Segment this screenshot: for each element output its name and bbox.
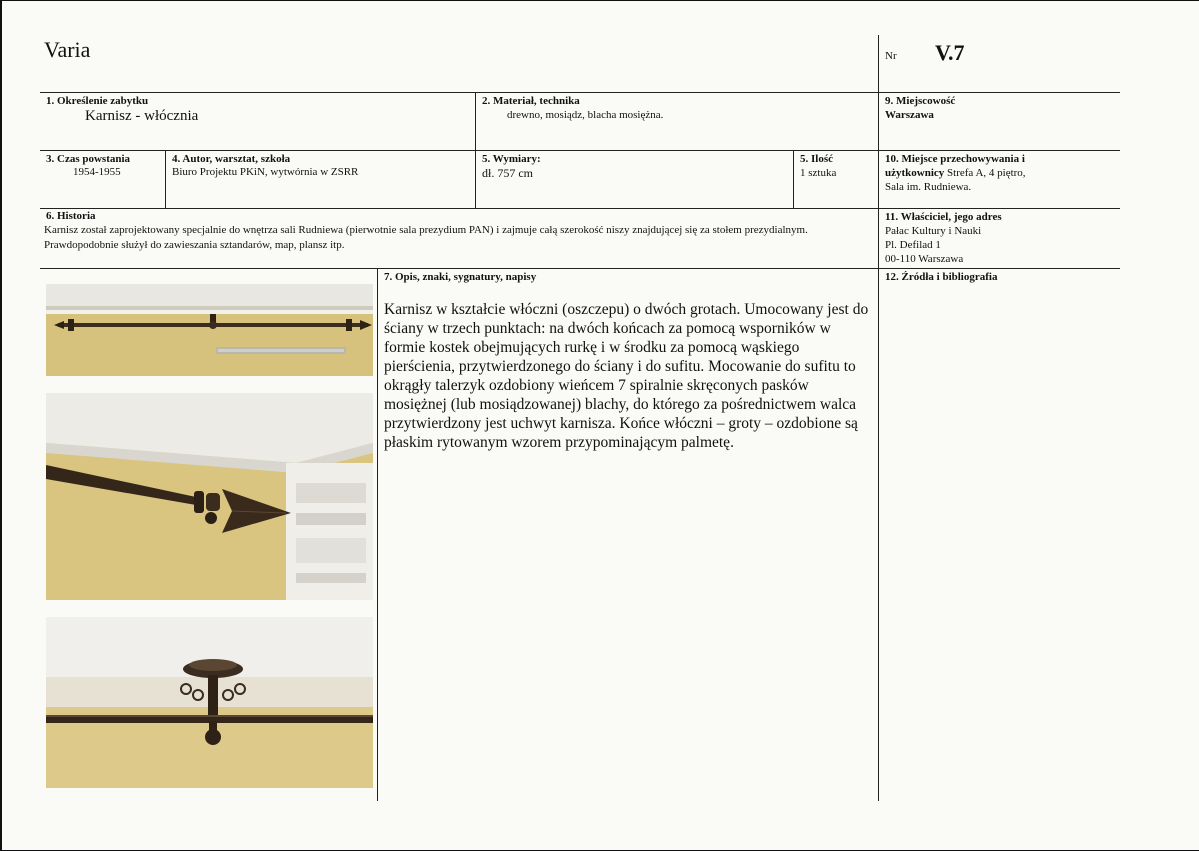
field-2-label: 2. Materiał, technika (482, 95, 580, 107)
field-5a-value: dł. 757 cm (482, 166, 533, 180)
nr-value: V.7 (935, 40, 965, 65)
field-2-value: drewno, mosiądz, blacha mosiężna. (507, 109, 664, 121)
field-12-label: 12. Źródła i bibliografia (885, 271, 998, 283)
field-7-label: 7. Opis, znaki, sygnatury, napisy (384, 271, 537, 283)
curtain-rod-ceiling-mount-icon (46, 617, 373, 788)
field-6-label: 6. Historia (46, 210, 96, 222)
field-5b-label: 5. Ilość (800, 153, 833, 165)
field-5a-label: 5. Wymiary: (482, 153, 541, 165)
field-1-label: 1. Określenie zabytku (46, 95, 149, 107)
grid-line (377, 268, 378, 801)
field-4-label: 4. Autor, warsztat, szkoła (172, 153, 291, 165)
grid-line (475, 92, 476, 208)
field-3-label: 3. Czas powstania (46, 153, 131, 165)
field-11-line2: Pl. Defilad 1 (885, 239, 941, 251)
nr-label: Nr (885, 50, 897, 62)
field-7-value: Karnisz w kształcie włóczni (oszczepu) o dwóch grotach. Umocowany jest do ściany w trzech punktach: na dwóch końcach za pomocą wsporników w formie kostek obejmujących rurkę i w środku za pomocą wąskiego pierścienia, przytwierdzonego do ściany i do sufitu. Mocowanie do sufitu to okrągły talerzyk ozdobiony wieńcem 7 spiralnie skręconych pasków mosiężnej (lub mosiądzowanej) blachy, do którego za pośrednictwem walca przytwierdzony jest uchwyt karnisza. Końce włóczni – groty – ozdobione są płaskim rytowanym wzorem przypominającym palmetę. (384, 301, 869, 451)
grid-line (878, 35, 879, 801)
photo-ceiling-mount (46, 617, 373, 788)
field-10-value: Strefa A, 4 piętro, (944, 167, 1026, 179)
field-4-value: Biuro Projektu PKiN, wytwórnia w ZSRR (172, 166, 359, 178)
grid-line (40, 92, 1120, 93)
grid-line (40, 150, 1120, 151)
grid-line (40, 268, 1120, 269)
grid-line (165, 150, 166, 208)
field-10-line (885, 167, 1026, 180)
field-10-label-cont: użytkownicy (885, 167, 945, 179)
field-6-value: Karnisz został zaprojektowany specjalnie do wnętrza sali Rudniewa (pierwotnie sala prezydium PAN) i zajmuje całą szerokość niszy znajdującej się za stołem prezydialnym. Prawdopodobnie służył do zawieszania sztandarów, map, plansz itp. (44, 224, 808, 251)
photo-spear-tip (46, 393, 373, 600)
field-5b-value: 1 sztuka (800, 167, 837, 179)
curtain-rod-full-view-icon (46, 284, 373, 376)
field-11-label: 11. Właściciel, jego adres (885, 211, 1002, 223)
photo-rod-overview (46, 284, 373, 376)
field-9-label: 9. Miejscowość (885, 95, 956, 107)
field-11-line1: Pałac Kultury i Nauki (885, 225, 982, 237)
category-title: Varia (44, 37, 91, 62)
field-10-label: 10. Miejsce przechowywania i (885, 153, 1025, 165)
field-11-line3: 00-110 Warszawa (885, 253, 964, 265)
field-1-value: Karnisz - włócznia (85, 108, 199, 124)
grid-line (793, 150, 794, 208)
grid-line (40, 208, 1120, 209)
field-10-value-2: Sala im. Rudniewa. (885, 181, 972, 193)
field-9-value: Warszawa (885, 109, 934, 121)
curtain-rod-spear-tip-icon (46, 393, 373, 600)
field-3-value: 1954-1955 (73, 166, 121, 178)
